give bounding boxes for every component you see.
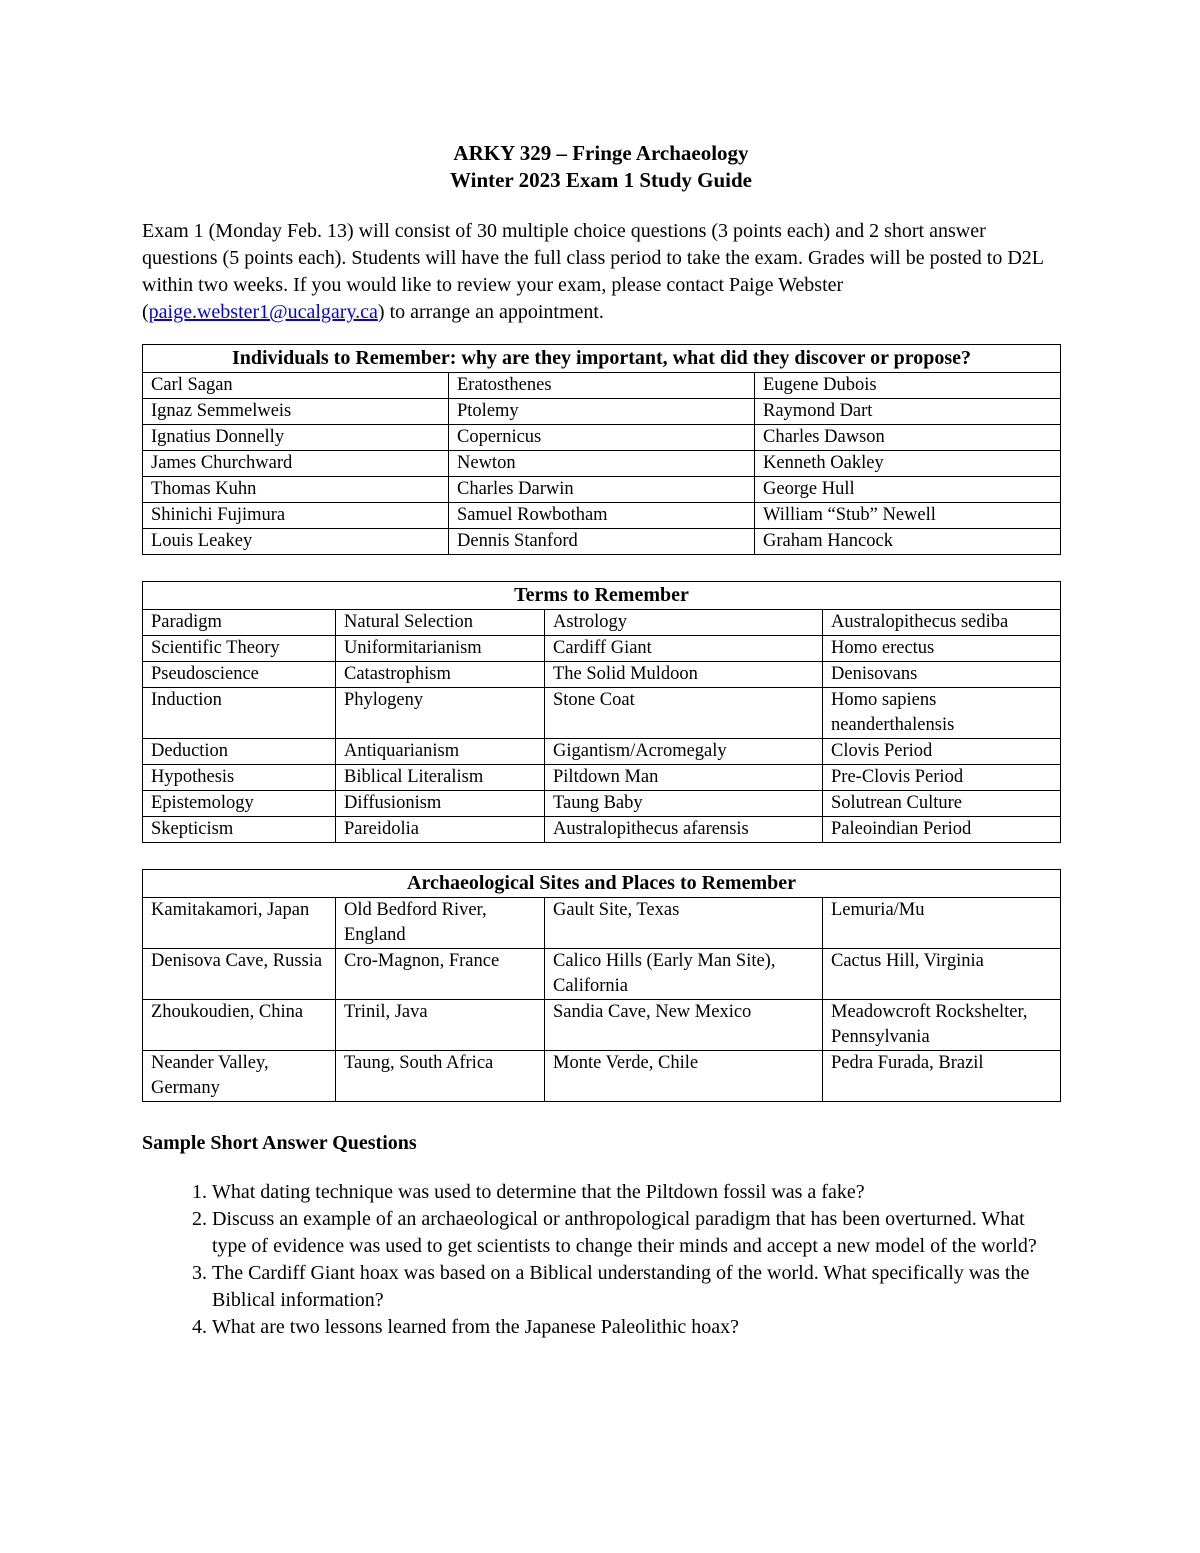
table-cell: Uniformitarianism	[336, 636, 545, 662]
table-row	[143, 898, 1061, 949]
table-row	[143, 477, 1061, 503]
table-cell: Antiquarianism	[336, 739, 545, 765]
table-cell: Graham Hancock	[755, 529, 1061, 555]
table-cell: Hypothesis	[143, 765, 336, 791]
table-row	[143, 503, 1061, 529]
table-cell: Piltdown Man	[545, 765, 823, 791]
table-cell: Biblical Literalism	[336, 765, 545, 791]
table-cell: Gigantism/Acromegaly	[545, 739, 823, 765]
table-row	[143, 688, 1061, 739]
table-cell: Charles Dawson	[755, 425, 1061, 451]
table-cell: Epistemology	[143, 791, 336, 817]
table-cell: Monte Verde, Chile	[545, 1051, 823, 1102]
table-cell: Australopithecus afarensis	[545, 817, 823, 843]
list-item: 2. Discuss an example of an archaeological or anthropological paradigm that has been overturned. What type of evidence was used to get scientists to change their minds and accept a new model of the world?	[212, 1206, 1060, 1260]
intro-paragraph	[142, 218, 1060, 326]
study-guide-page	[142, 140, 1060, 1341]
table-cell: Stone Coat	[545, 688, 823, 739]
individuals-heading: Individuals to Remember: why are they important, what did they discover or propose?	[143, 345, 1061, 373]
guide-title: Winter 2023 Exam 1 Study Guide	[449, 168, 753, 192]
table-cell: Paradigm	[143, 610, 336, 636]
table-cell: Diffusionism	[336, 791, 545, 817]
table-cell: Cro-Magnon, France	[336, 949, 545, 1000]
table-row	[143, 791, 1061, 817]
sites-table	[142, 869, 1061, 1102]
table-cell: Paleoindian Period	[823, 817, 1061, 843]
table-cell: Kenneth Oakley	[755, 451, 1061, 477]
list-item: 3. The Cardiff Giant hoax was based on a Biblical understanding of the world. What specifically was the Biblical information?	[212, 1260, 1060, 1314]
table-cell: Meadowcroft Rockshelter, Pennsylvania	[823, 1000, 1061, 1051]
table-cell: Trinil, Java	[336, 1000, 545, 1051]
table-cell: Carl Sagan	[143, 373, 449, 399]
table-cell: Skepticism	[143, 817, 336, 843]
table-row	[143, 373, 1061, 399]
table-row	[143, 636, 1061, 662]
table-cell: Sandia Cave, New Mexico	[545, 1000, 823, 1051]
table-cell: Astrology	[545, 610, 823, 636]
table-cell: Old Bedford River, England	[336, 898, 545, 949]
table-cell: Cardiff Giant	[545, 636, 823, 662]
table-cell: Copernicus	[449, 425, 755, 451]
table-cell: Charles Darwin	[449, 477, 755, 503]
table-cell: The Solid Muldoon	[545, 662, 823, 688]
table-cell: Raymond Dart	[755, 399, 1061, 425]
table-row	[143, 399, 1061, 425]
table-cell: Ignaz Semmelweis	[143, 399, 449, 425]
table-cell: Denisova Cave, Russia	[143, 949, 336, 1000]
table-cell: Denisovans	[823, 662, 1061, 688]
table-row	[143, 425, 1061, 451]
table-cell: Eratosthenes	[449, 373, 755, 399]
list-item: 1. What dating technique was used to determine that the Piltdown fossil was a fake?	[212, 1179, 1060, 1206]
table-row	[143, 739, 1061, 765]
table-cell: Pareidolia	[336, 817, 545, 843]
table-cell: Samuel Rowbotham	[449, 503, 755, 529]
table-cell: Lemuria/Mu	[823, 898, 1061, 949]
table-cell: Natural Selection	[336, 610, 545, 636]
table-cell: Dennis Stanford	[449, 529, 755, 555]
table-cell: Thomas Kuhn	[143, 477, 449, 503]
table-cell: Cactus Hill, Virginia	[823, 949, 1061, 1000]
sites-heading: Archaeological Sites and Places to Remember	[143, 870, 1061, 898]
email-link[interactable]: paige.webster1@ucalgary.ca	[148, 301, 378, 323]
table-row	[143, 451, 1061, 477]
table-cell: Homo erectus	[823, 636, 1061, 662]
table-cell: William “Stub” Newell	[755, 503, 1061, 529]
table-cell: James Churchward	[143, 451, 449, 477]
table-cell: Ptolemy	[449, 399, 755, 425]
table-cell: Clovis Period	[823, 739, 1061, 765]
table-row	[143, 765, 1061, 791]
table-cell: George Hull	[755, 477, 1061, 503]
terms-table	[142, 581, 1061, 843]
table-cell: Pseudoscience	[143, 662, 336, 688]
table-row	[143, 1051, 1061, 1102]
table-cell: Deduction	[143, 739, 336, 765]
table-cell: Shinichi Fujimura	[143, 503, 449, 529]
course-title: ARKY 329 – Fringe Archaeology	[453, 141, 749, 165]
list-item: 4. What are two lessons learned from the Japanese Paleolithic hoax?	[212, 1314, 1060, 1341]
table-cell: Scientific Theory	[143, 636, 336, 662]
table-cell: Zhoukoudien, China	[143, 1000, 336, 1051]
table-cell: Kamitakamori, Japan	[143, 898, 336, 949]
table-cell: Solutrean Culture	[823, 791, 1061, 817]
table-cell: Neander Valley, Germany	[143, 1051, 336, 1102]
individuals-table	[142, 344, 1061, 555]
table-row	[143, 662, 1061, 688]
table-cell: Newton	[449, 451, 755, 477]
table-row	[143, 949, 1061, 1000]
table-cell: Gault Site, Texas	[545, 898, 823, 949]
table-cell: Pre-Clovis Period	[823, 765, 1061, 791]
table-cell: Taung, South Africa	[336, 1051, 545, 1102]
terms-heading: Terms to Remember	[143, 582, 1061, 610]
table-row	[143, 1000, 1061, 1051]
table-cell: Pedra Furada, Brazil	[823, 1051, 1061, 1102]
table-cell: Catastrophism	[336, 662, 545, 688]
table-cell: Ignatius Donnelly	[143, 425, 449, 451]
table-row	[143, 817, 1061, 843]
short-answer-heading: Sample Short Answer Questions	[142, 1132, 417, 1154]
intro-text-before: Exam 1 (Monday Feb. 13) will consist of 30 multiple choice questions (3 points each) and 2 short answer questions (5 points each). Students will have the full class period to take the exam. Grades will be posted to D2L within two weeks. If you would like to review your exam, please contact Paige Webster (	[142, 220, 1044, 323]
table-cell: Australopithecus sediba	[823, 610, 1061, 636]
table-cell: Phylogeny	[336, 688, 545, 739]
table-row	[143, 529, 1061, 555]
table-cell: Louis Leakey	[143, 529, 449, 555]
table-cell: Homo sapiens neanderthalensis	[823, 688, 1061, 739]
table-cell: Eugene Dubois	[755, 373, 1061, 399]
table-cell: Induction	[143, 688, 336, 739]
short-answer-list	[142, 1179, 1060, 1341]
intro-text-after: ) to arrange an appointment.	[377, 301, 604, 323]
table-cell: Taung Baby	[545, 791, 823, 817]
table-row	[143, 610, 1061, 636]
table-cell: Calico Hills (Early Man Site), California	[545, 949, 823, 1000]
